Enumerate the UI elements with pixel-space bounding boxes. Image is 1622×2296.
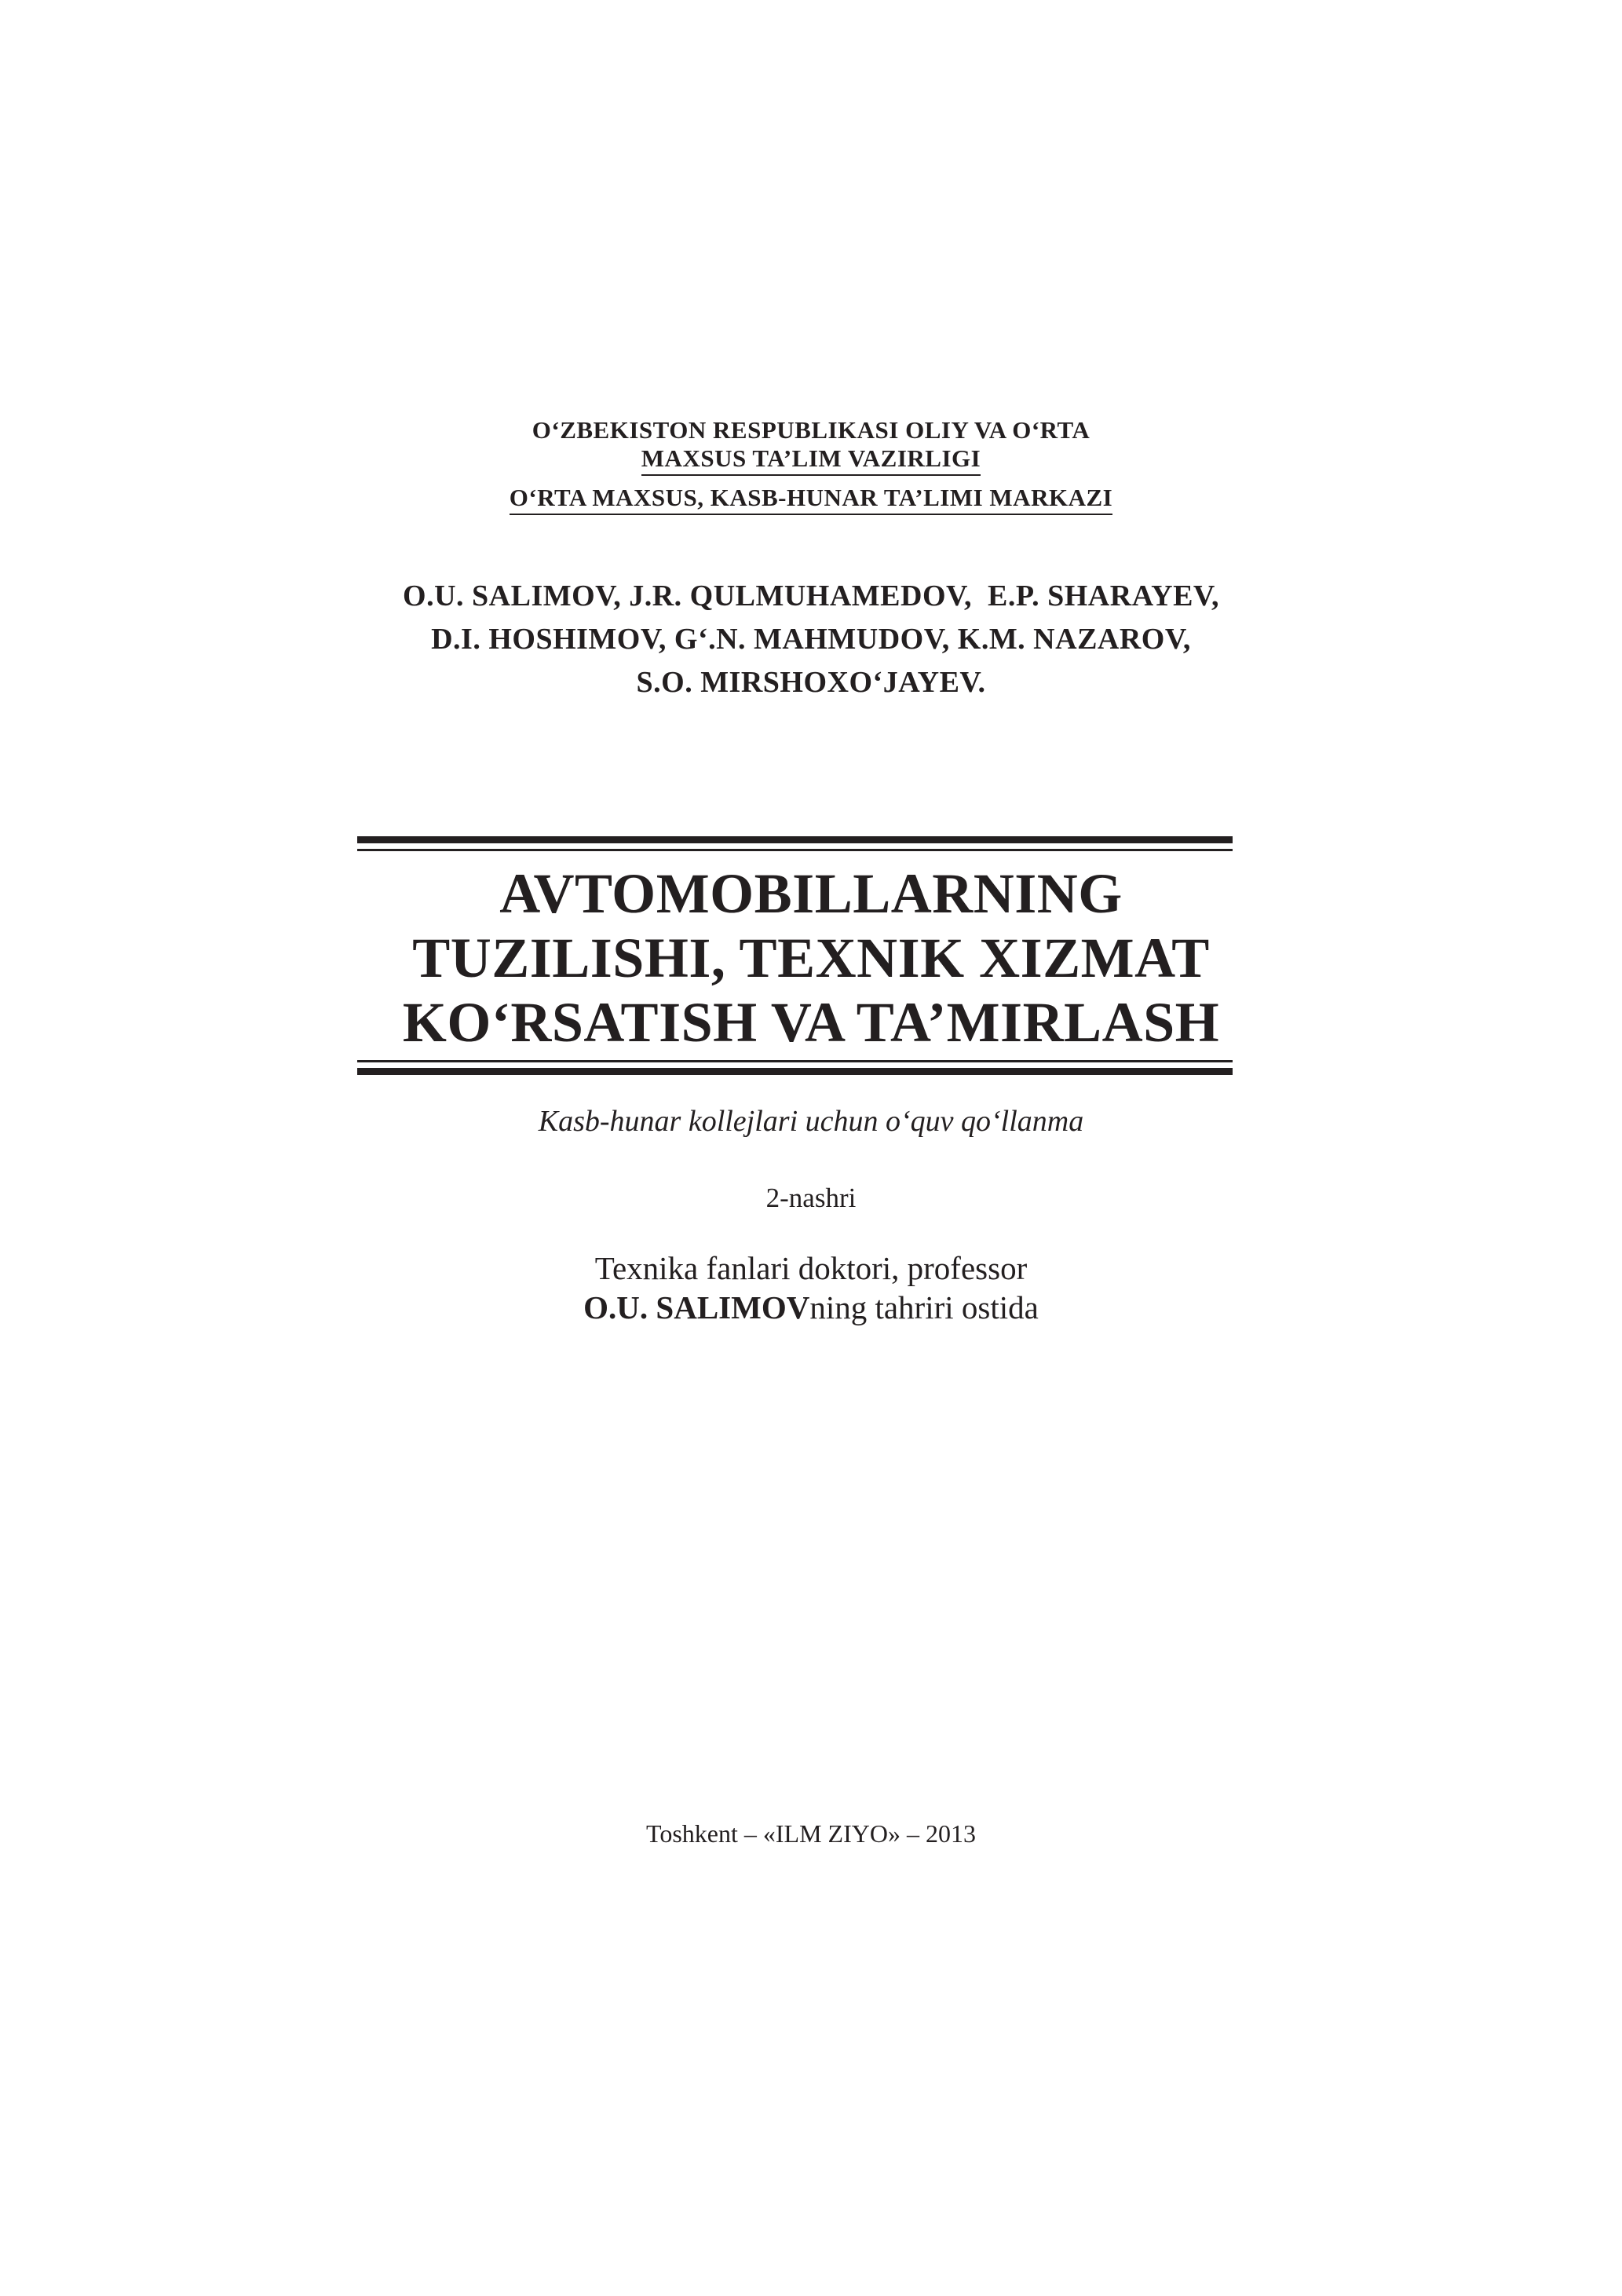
title-top-rule-thin bbox=[357, 849, 1233, 851]
ministry-line-2: MAXSUS TA’LIM VAZIRLIGI bbox=[641, 444, 981, 476]
ministry-line-3: O‘RTA MAXSUS, KASB-HUNAR TA’LIMI MARKAZI bbox=[510, 484, 1112, 515]
ministry-header bbox=[0, 416, 1622, 515]
imprint: Toshkent – «ILM ZIYO» – 2013 bbox=[646, 1819, 976, 1848]
book-title bbox=[0, 861, 1622, 1055]
title-bottom-rule-thin bbox=[357, 1060, 1233, 1062]
title-bottom-rule-thick bbox=[357, 1068, 1233, 1075]
title-line-2: TUZILISHI, TEXNIK XIZMAT bbox=[412, 927, 1210, 989]
title-line-1: AVTOMOBILLARNING bbox=[499, 862, 1123, 925]
title-top-rule-thick bbox=[357, 836, 1233, 843]
authors-line-2: D.I. HOSHIMOV, G‘.N. MAHMUDOV, K.M. NAZAROV, bbox=[431, 623, 1191, 656]
title-line-3: KO‘RSATISH VA TA’MIRLASH bbox=[402, 991, 1220, 1054]
authors-line-3: S.O. MIRSHOXO‘JAYEV. bbox=[636, 666, 986, 699]
editor-line-1: Texnika fanlari doktori, professor bbox=[594, 1250, 1028, 1286]
editor-suffix: ning tahriri ostida bbox=[809, 1289, 1039, 1325]
book-subtitle: Kasb-hunar kollejlari uchun o‘quv qo‘llanma bbox=[538, 1105, 1084, 1138]
ministry-line-1: O‘ZBEKISTON RESPUBLIKASI OLIY VA O‘RTA bbox=[532, 416, 1090, 444]
edition: 2-nashri bbox=[765, 1183, 857, 1213]
authors-line-1: O.U. SALIMOV, J.R. QULMUHAMEDOV, E.P. SHARAYEV, bbox=[403, 579, 1219, 612]
editor-name: O.U. SALIMOV bbox=[583, 1289, 810, 1325]
editor-credit bbox=[0, 1249, 1622, 1327]
authors bbox=[0, 575, 1622, 704]
